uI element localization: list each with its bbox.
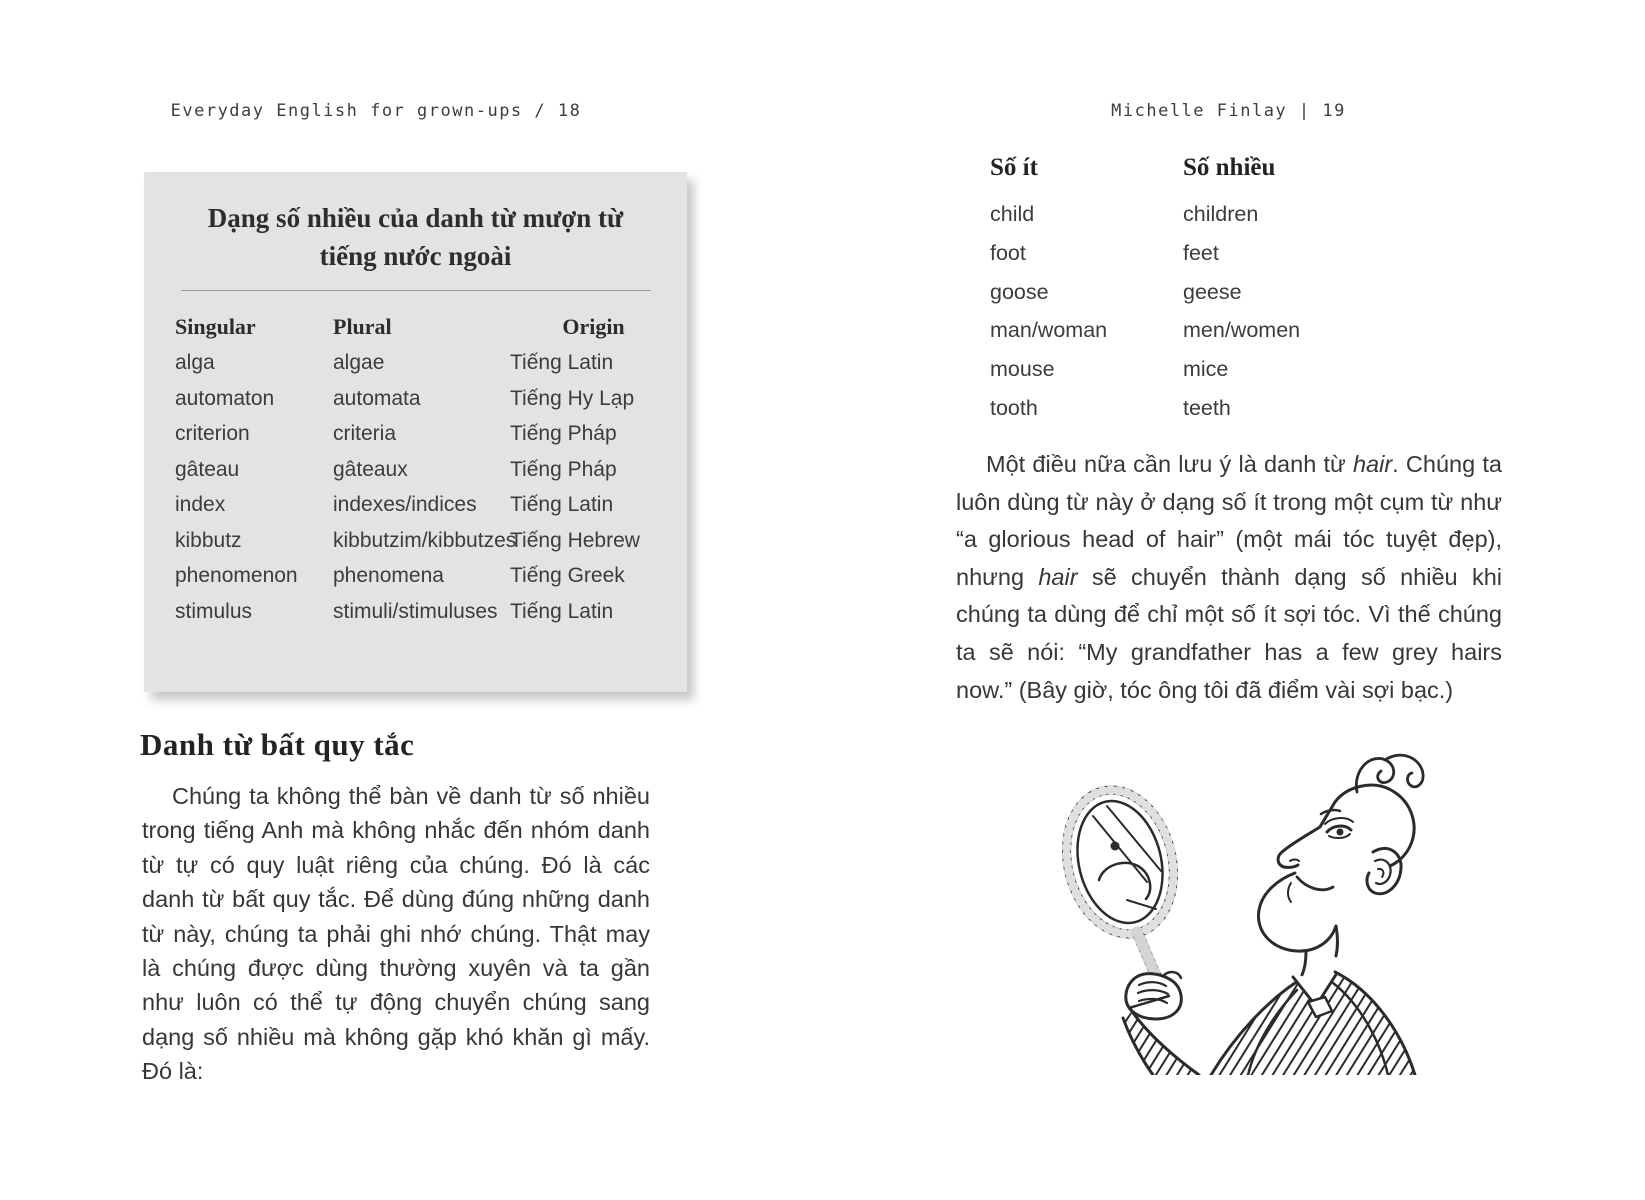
cell-singular: phenomenon — [175, 564, 298, 587]
cell-singular: gâteau — [175, 457, 240, 481]
irregular-nouns-list — [990, 154, 1300, 428]
cell-plural: automata — [333, 386, 421, 410]
cell-singular: alga — [175, 351, 215, 374]
plural-column-header: Số nhiều — [1183, 154, 1276, 181]
running-head-left: Everyday English for grown-ups / 18 — [170, 101, 582, 121]
col-header-plural: Plural — [333, 314, 392, 339]
table-row — [175, 594, 687, 630]
table-row — [175, 558, 687, 594]
list-item: child — [990, 202, 1035, 226]
table-row — [175, 416, 687, 452]
cell-singular: automaton — [175, 386, 275, 410]
cell-origin: Tiếng Latin — [510, 493, 614, 516]
table-header-row — [175, 308, 687, 345]
cell-plural: gâteaux — [333, 457, 408, 481]
col-header-origin: Origin — [562, 314, 625, 339]
cell-origin: Tiếng Hy Lạp — [510, 386, 635, 410]
list-item: mouse — [990, 357, 1055, 382]
singular-column — [990, 154, 1183, 428]
cell-singular: stimulus — [175, 599, 253, 623]
right-paragraph: Một điều nữa cần lưu ý là danh từ hair. Chúng ta luôn dùng từ này ở dạng số ít trong một cụm từ như “a glorious head of hair” (một mái tóc tuyệt đẹp), nhưng hair sẽ chuyển thành dạng số nhiều khi chúng ta dùng để chỉ một số ít sợi tóc. Vì thế chúng ta sẽ nói: “My grandfather has a few grey hairs now.” (Bây giờ, tóc ông tôi đã điểm vài sợi bạc.) — [956, 451, 1502, 703]
list-item: foot — [990, 240, 1026, 265]
cell-plural: kibbutzim/kibbutzes — [333, 528, 517, 552]
cell-plural: criteria — [333, 422, 397, 445]
table-row — [175, 452, 687, 488]
cell-singular: index — [175, 493, 226, 516]
section-heading: Danh từ bất quy tắc — [140, 727, 415, 762]
cell-origin: Tiếng Pháp — [510, 422, 617, 445]
plural-column — [1183, 154, 1300, 428]
table-row — [175, 523, 687, 559]
list-item: mice — [1183, 357, 1229, 382]
cell-origin: Tiếng Greek — [510, 564, 625, 587]
table-row — [175, 345, 687, 381]
box-title — [144, 199, 687, 275]
cell-origin: Tiếng Latin — [510, 599, 614, 623]
list-item: children — [1183, 202, 1259, 226]
cell-singular: kibbutz — [175, 528, 242, 552]
cell-origin: Tiếng Hebrew — [510, 528, 640, 552]
col-header-singular: Singular — [175, 314, 256, 339]
foreign-plurals-table — [175, 308, 687, 629]
cell-origin: Tiếng Latin — [510, 351, 614, 374]
list-item: goose — [990, 279, 1049, 304]
list-item: tooth — [990, 395, 1038, 420]
list-item: feet — [1183, 240, 1219, 265]
box-title-line1: Dạng số nhiều của danh từ mượn từ — [207, 203, 624, 233]
list-item: men/women — [1183, 318, 1301, 343]
running-head-right: Michelle Finlay | 19 — [1111, 101, 1346, 121]
cell-plural: stimuli/stimuluses — [333, 599, 498, 623]
singular-column-header: Số ít — [990, 154, 1038, 181]
cell-plural: indexes/indices — [333, 493, 477, 516]
table-row — [175, 381, 687, 417]
man-with-mirror-illustration — [1035, 740, 1430, 1075]
cell-singular: criterion — [175, 422, 250, 445]
box-title-line2: tiếng nước ngoài — [319, 241, 512, 271]
list-item: man/woman — [990, 318, 1108, 343]
title-divider — [181, 290, 651, 291]
left-paragraph: Chúng ta không thể bàn về danh từ số nhiều trong tiếng Anh mà không nhắc đến nhóm danh từ tự có quy luật riêng của chúng. Đó là các danh từ bất quy tắc. Để dùng đúng những danh từ này, chúng ta phải ghi nhớ chúng. Thật may là chúng được dùng thường xuyên và ta gần như luôn có thể tự động chuyển chúng sang dạng số nhiều mà không gặp khó khăn gì mấy. Đó là: — [142, 783, 650, 1085]
table-row — [175, 487, 687, 523]
list-item: geese — [1183, 279, 1242, 304]
foreign-plurals-box — [144, 172, 687, 692]
list-item: teeth — [1183, 395, 1231, 420]
cell-origin: Tiếng Pháp — [510, 457, 617, 481]
cell-plural: phenomena — [333, 564, 444, 587]
cell-plural: algae — [333, 351, 385, 374]
